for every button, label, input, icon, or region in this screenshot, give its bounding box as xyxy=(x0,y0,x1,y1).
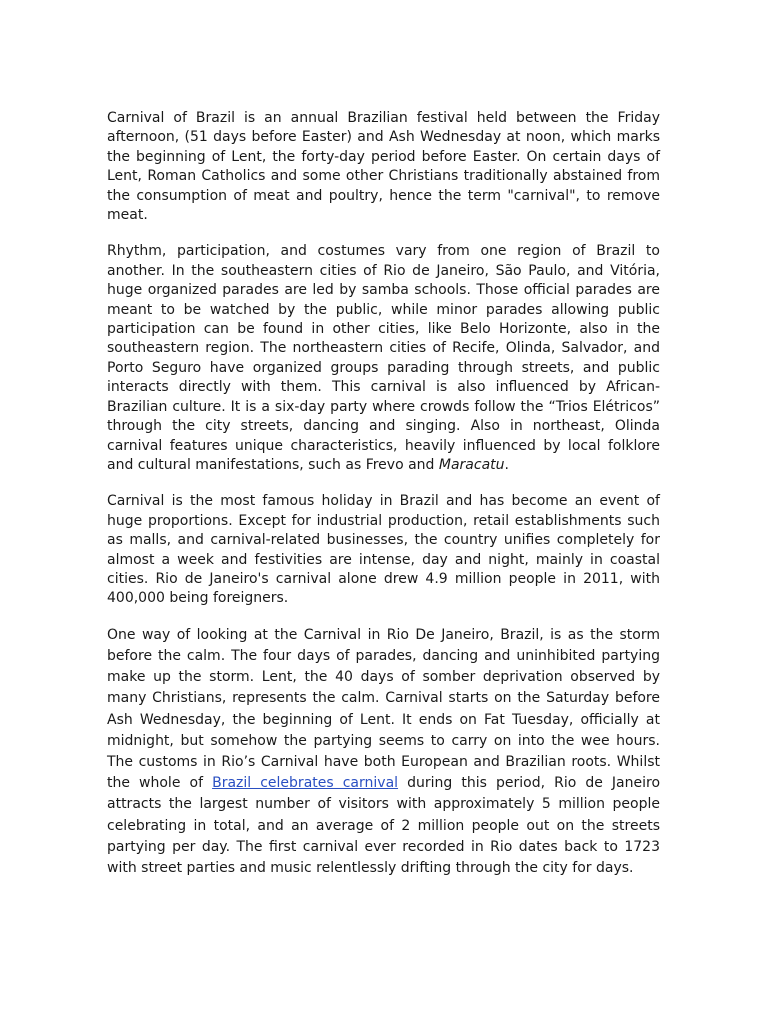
paragraph-regional-text: Rhythm, participation, and costumes vary from one region of Brazil to another. In the southeastern cities of Rio de Janeiro, São Paulo, and Vitória, huge organized parades are led by samba schools. Those official parades are meant to be watched by the public, while minor parades allowing public participation can be found in other cities, like Belo Horizonte, also in the southeastern region. The northeastern cities of Recife, Olinda, Salvador, and Porto Seguro have organized groups parading through streets, and public interacts directly with them. This carnival is also influenced by African-Brazilian culture. It is a six-day party where crowds follow the “Trios Elétricos” through the city streets, dancing and singing. Also in northeast, Olinda carnival features unique characteristics, heavily influenced by local folklore and cultural manifestations, such as Frevo and xyxy=(107,243,660,473)
paragraph-rio-text-start: One way of looking at the Carnival in Rio De Janeiro, Brazil, is as the storm before the calm. The four days of parades, dancing and uninhibited partying make up the storm. Lent, the 40 days of somber deprivation observed by many Christians, represents the calm. Carnival starts on the Saturday before Ash Wednesday, the beginning of Lent. It ends on Fat Tuesday, officially at midnight, but somehow the partying seems to carry on into the wee hours. The customs in Rio’s Carnival have both European and Brazilian roots. Whilst the whole of xyxy=(107,626,660,792)
paragraph-famous-holiday-text: Carnival is the most famous holiday in Brazil and has become an event of huge proportions. Except for industrial production, retail establishments such as malls, and carnival-related businesses, the country unifies completely for almost a week and festivities are intense, day and night, mainly in coastal cities. Rio de Janeiro's carnival alone drew 4.9 million people in 2011, with 400,000 being foreigners. xyxy=(107,493,660,607)
paragraph-intro xyxy=(107,109,660,225)
paragraph-regional-end: . xyxy=(504,456,509,473)
paragraph-regional xyxy=(107,242,660,475)
paragraph-rio xyxy=(107,625,660,879)
maracatu-italic: Maracatu xyxy=(438,456,505,473)
paragraph-rio-text-end: during this period, Rio de Janeiro attracts the largest number of visitors with approximately 5 million people celebrating in total, and an average of 2 million people out on the streets partying per day. The first carnival ever recorded in Rio dates back to 1723 with street parties and music relentlessly drifting through the city for days. xyxy=(107,775,661,876)
brazil-celebrates-carnival-link[interactable]: Brazil celebrates carnival xyxy=(212,775,399,792)
document-page xyxy=(107,109,660,879)
paragraph-famous-holiday xyxy=(107,492,660,608)
paragraph-intro-text: Carnival of Brazil is an annual Brazilian festival held between the Friday afternoon, (51 days before Easter) and Ash Wednesday at noon, which marks the beginning of Lent, the forty-day period before Easter. On certain days of Lent, Roman Catholics and some other Christians traditionally abstained from the consumption of meat and poultry, hence the term "carnival", to remove meat. xyxy=(107,110,660,224)
